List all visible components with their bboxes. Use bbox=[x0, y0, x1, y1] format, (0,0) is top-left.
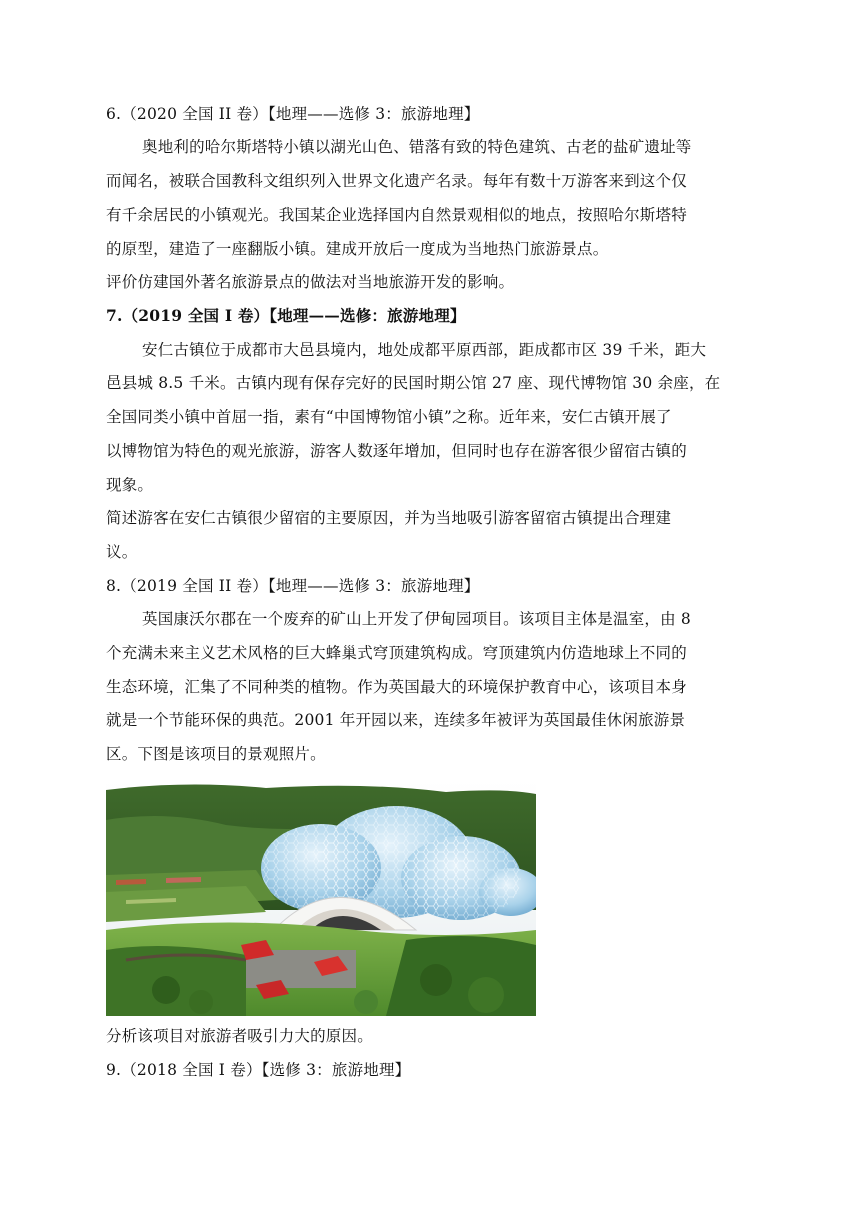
q7-para-line: 邑县城 8.5 千米。古镇内现有保存完好的民国时期公馆 27 座、现代博物馆 30 余座，在 bbox=[106, 374, 721, 392]
q8-para-line: 区。下图是该项目的景观照片。 bbox=[106, 745, 326, 763]
q7-para-line: 现象。 bbox=[106, 476, 154, 494]
q6-heading: 6.（2020 全国 II 卷）【地理——选修 3：旅游地理】 bbox=[106, 105, 480, 123]
q8-para-line: 生态环境，汇集了不同种类的植物。作为英国最大的环境保护教育中心，该项目本身 bbox=[106, 678, 687, 696]
q6-para-line: 而闻名，被联合国教科文组织列入世界文化遗产名录。每年有数十万游客来到这个仅 bbox=[106, 172, 687, 190]
q7-question-line: 议。 bbox=[106, 543, 138, 561]
q7-para-line: 以博物馆为特色的观光旅游，游客人数逐年增加，但同时也存在游客很少留宿古镇的 bbox=[106, 442, 687, 460]
q6-para-line: 奥地利的哈尔斯塔特小镇以湖光山色、错落有致的特色建筑、古老的盐矿遗址等 bbox=[142, 138, 692, 156]
q7-para-line: 安仁古镇位于成都市大邑县境内，地处成都平原西部，距成都市区 39 千米，距大 bbox=[142, 341, 707, 359]
q7-heading: 7.（2019 全国 I 卷）【地理——选修：旅游地理】 bbox=[106, 306, 466, 325]
q8-para-line: 个充满未来主义艺术风格的巨大蜂巢式穹顶建筑构成。穹顶建筑内仿造地球上不同的 bbox=[106, 644, 687, 662]
q6-para-line: 有千余居民的小镇观光。我国某企业选择国内自然景观相似的地点，按照哈尔斯塔特 bbox=[106, 206, 687, 224]
eden-project-photo bbox=[106, 780, 536, 1016]
q9-heading: 9.（2018 全国 I 卷）【选修 3：旅游地理】 bbox=[106, 1061, 411, 1079]
q8-para-line: 英国康沃尔郡在一个废弃的矿山上开发了伊甸园项目。该项目主体是温室，由 8 bbox=[142, 610, 691, 628]
q8-question: 分析该项目对旅游者吸引力大的原因。 bbox=[106, 1027, 373, 1045]
q6-para-line: 的原型，建造了一座翻版小镇。建成开放后一度成为当地热门旅游景点。 bbox=[106, 240, 609, 258]
q7-para-line: 全国同类小镇中首屈一指，素有“中国博物馆小镇”之称。近年来，安仁古镇开展了 bbox=[106, 408, 672, 426]
q8-heading: 8.（2019 全国 II 卷）【地理——选修 3：旅游地理】 bbox=[106, 577, 480, 595]
q7-question-line: 简述游客在安仁古镇很少留宿的主要原因，并为当地吸引游客留宿古镇提出合理建 bbox=[106, 509, 672, 527]
q8-para-line: 就是一个节能环保的典范。2001 年开园以来，连续多年被评为英国最佳休闲旅游景 bbox=[106, 711, 686, 729]
q6-question: 评价仿建国外著名旅游景点的做法对当地旅游开发的影响。 bbox=[106, 273, 515, 291]
